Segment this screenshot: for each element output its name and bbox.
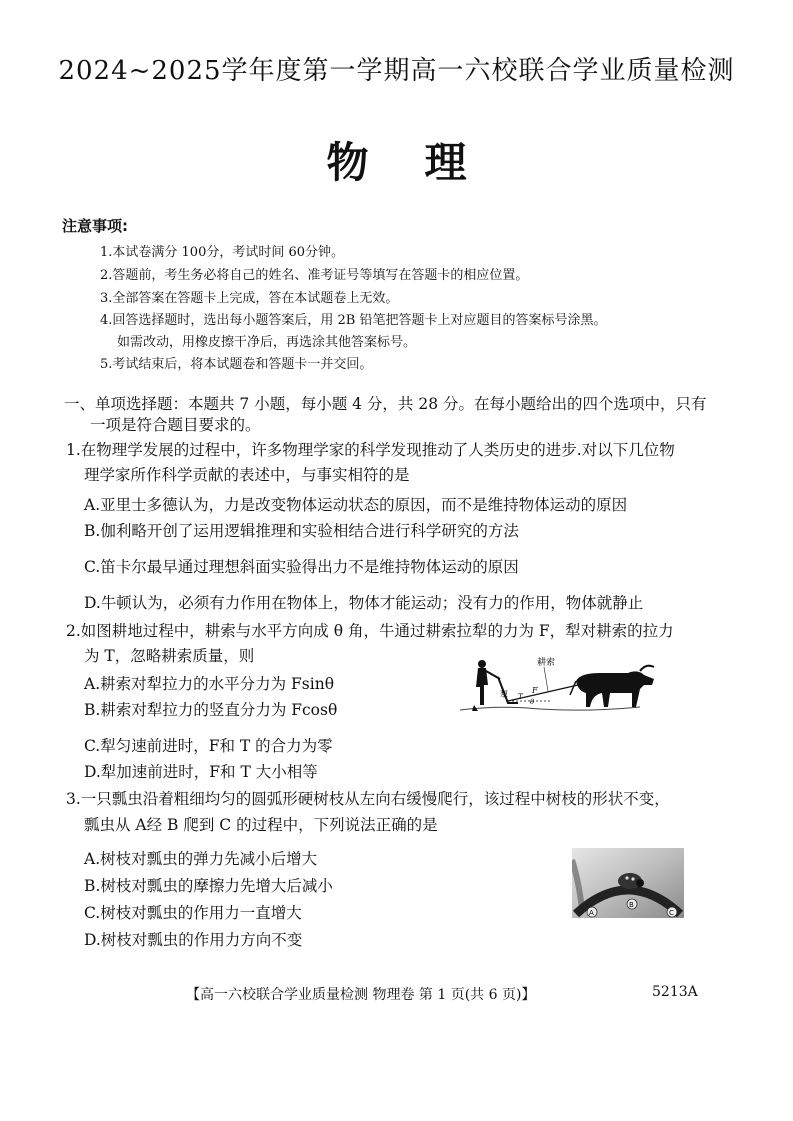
q1-option-a[interactable]: A.亚里士多德认为，力是改变物体运动状态的原因，而不是维持物体运动的原因 [84,496,628,514]
note-item: 4.回答选择题时，选出每小题答案后，用 2B 铅笔把答题卡上对应题目的答案标号涂黑。 [100,313,607,328]
q2-option-d[interactable]: D.犁加速前进时，F和 T 大小相等 [84,763,318,781]
subject-title: 物理 [326,138,523,187]
q3-option-a[interactable]: A.树枝对瓢虫的弹力先减小后增大 [84,850,318,868]
force-f-label: F [532,686,538,695]
q2-option-a[interactable]: A.耕索对犁拉力的水平分力为 Fsinθ [84,675,335,693]
question-1-stem-cont: 理学家所作科学贡献的表述中，与事实相符的是 [84,466,410,484]
angle-theta-label: θ [530,698,535,706]
note-item: 3.全部答案在答题卡上完成，答在本试题卷上无效。 [100,291,399,306]
q2-option-c[interactable]: C.犁匀速前进时，F和 T 的合力为零 [84,737,333,755]
notes-heading: 注意事项: [62,217,128,235]
note-item: 2.答题前，考生务必将自己的姓名、准考证号等填写在答题卡的相应位置。 [100,268,529,283]
ladybug-branch-figure [572,848,684,918]
question-3-stem: 3.一只瓢虫沿着粗细均匀的圆弧形硬树枝从左向右缓慢爬行，该过程中树枝的形状不变， [66,790,670,808]
paper-code: 5213A [652,984,698,1000]
q3-option-d[interactable]: D.树枝对瓢虫的作用力方向不变 [84,931,303,949]
q3-option-c[interactable]: C.树枝对瓢虫的作用力一直增大 [84,904,302,922]
page-footer: 【高一六校联合学业质量检测 物理卷 第 1 页(共 6 页)】 [186,987,536,1003]
point-c-label: C [669,909,674,917]
section-instructions: 一、单项选择题：本题共 7 小题，每小题 4 分，共 28 分。在每小题给出的四个选项中，只有 [64,395,707,413]
plow-label: 犁 [500,690,508,699]
q2-option-b[interactable]: B.耕索对犁拉力的竖直分力为 Fcosθ [84,701,338,719]
plowing-figure [460,655,660,715]
question-1-stem: 1.在物理学发展的过程中，许多物理学家的科学发现推动了人类历史的进步.对以下几位物 [66,441,675,459]
q1-option-d[interactable]: D.牛顿认为，必须有力作用在物体上，物体才能运动；没有力的作用，物体就静止 [84,594,644,612]
force-t-label: T [518,693,523,701]
question-2-stem-cont: 为 T，忽略耕索质量，则 [84,647,255,665]
question-3-stem-cont: 瓢虫从 A经 B 爬到 C 的过程中，下列说法正确的是 [84,816,438,834]
note-item: 5.考试结束后，将本试题卷和答题卡一并交回。 [100,357,373,372]
note-item: 如需改动，用橡皮擦干净后，再选涂其他答案标号。 [117,335,417,350]
note-item: 1.本试卷满分 100分，考试时间 60分钟。 [100,245,345,260]
question-2-stem: 2.如图耕地过程中，耕索与水平方向成 θ 角，牛通过耕索拉犁的力为 F，犁对耕索的拉力 [66,622,674,640]
point-a-label: A [589,909,594,917]
point-b-label: B [629,901,634,909]
rope-label: 耕索 [537,658,556,668]
section-instructions-cont: 一项是符合题目要求的。 [90,416,261,434]
exam-title: 2024~2025学年度第一学期高一六校联合学业质量检测 [58,56,735,86]
q1-option-b[interactable]: B.伽利略开创了运用逻辑推理和实验相结合进行科学研究的方法 [84,522,519,540]
q3-option-b[interactable]: B.树枝对瓢虫的摩擦力先增大后减小 [84,877,333,895]
q1-option-c[interactable]: C.笛卡尔最早通过理想斜面实验得出力不是维持物体运动的原因 [84,558,519,576]
